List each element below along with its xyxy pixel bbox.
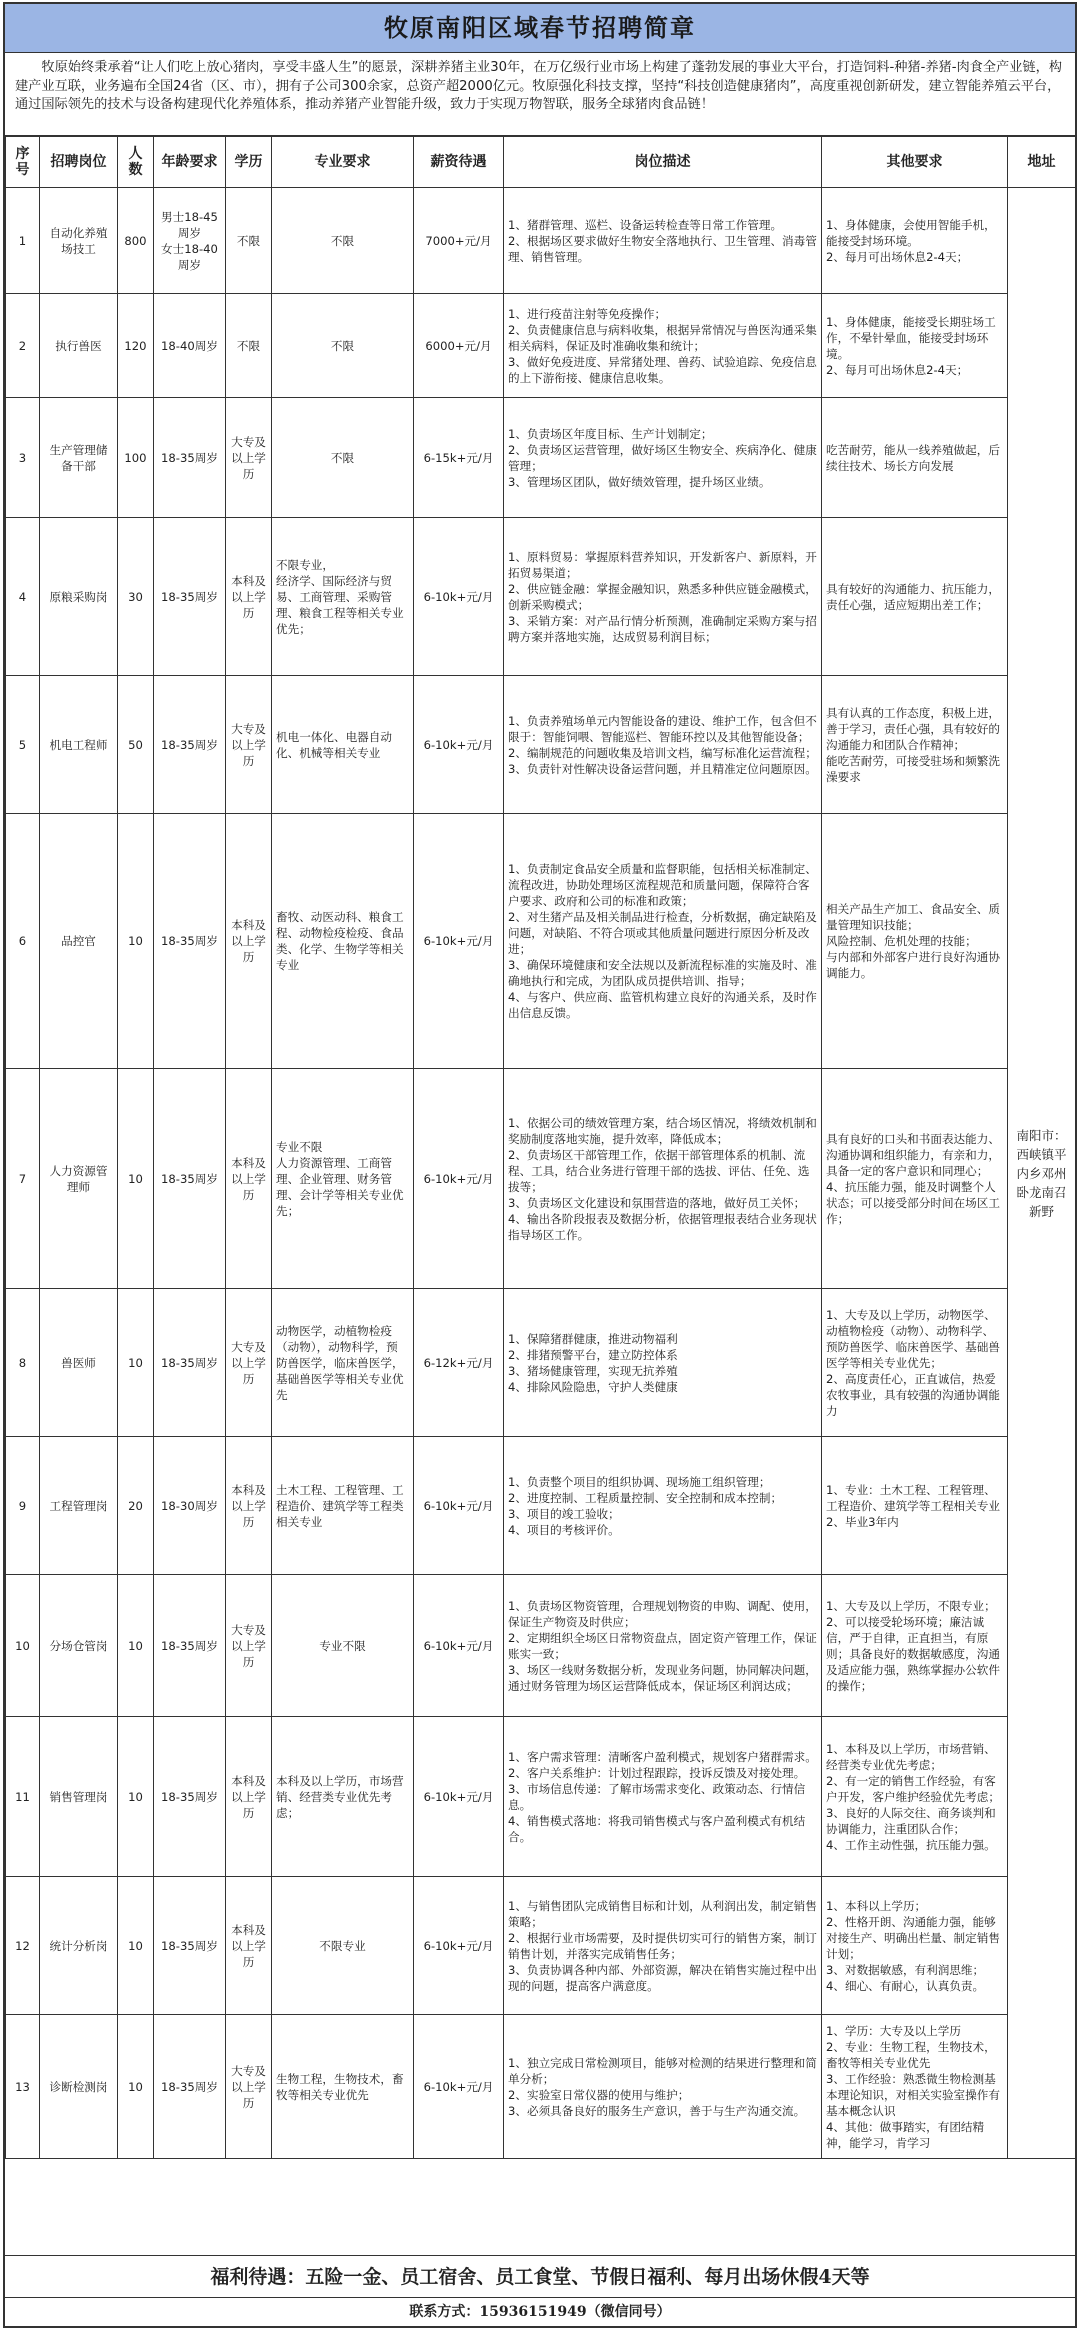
company-intro: 牧原始终秉承着“让人们吃上放心猪肉，享受丰盛人生”的愿景，深耕养猪主业30年，在万亿级行业市场上构建了蓬勃发展的事业大平台，打造饲料-种猪-养猪-肉食全产业链，构建产业互联，业务遍布全国24省（区、市），拥有子公司300余家，总资产超2000亿元。牧原强化科技支撑，坚持“科技创造健康猪肉”，高度重视创新研发，建立智能养殖云平台，通过国际领先的技术与设备构建现代化养殖体系，推动养猪产业智能升级，致力于实现万物智联，服务全球猪肉食品链！ [5, 53, 1075, 136]
row-age: 18-35周岁 [154, 676, 226, 814]
header-count: 人数 [118, 137, 154, 188]
row-major: 动物医学，动植物检疫（动物），动物科学，预防兽医学，临床兽医学，基础兽医学等相关专业优先 [272, 1289, 414, 1437]
row-other: 1、本科以上学历； 2、性格开朗、沟通能力强，能够对接生产、明确出栏量、制定销售计划； 3、对数据敏感，有利润思维； 4、细心、有耐心，认真负责。 [822, 1877, 1008, 2015]
row-post: 机电工程师 [40, 676, 118, 814]
header-edu: 学历 [226, 137, 272, 188]
row-desc: 1、负责养殖场单元内智能设备的建设、维护工作，包含但不限于：智能饲喂、智能巡栏、智能环控以及其他智能设备； 2、编制规范的问题收集及培训文档，编写标准化运营流程； 3、负责针对性解决设备运营问题，并且精准定位问题原因。 [504, 676, 822, 814]
row-edu: 本科及以上学历 [226, 1069, 272, 1289]
row-age: 18-35周岁 [154, 398, 226, 518]
header-age: 年龄要求 [154, 137, 226, 188]
row-post: 销售管理岗 [40, 1717, 118, 1877]
row-count: 50 [118, 676, 154, 814]
row-salary: 6-10k+元/月 [414, 1069, 504, 1289]
row-count: 800 [118, 188, 154, 294]
header-desc: 岗位描述 [504, 137, 822, 188]
row-age: 18-30周岁 [154, 1437, 226, 1575]
row-count: 10 [118, 2015, 154, 2159]
row-salary: 6-10k+元/月 [414, 2015, 504, 2159]
row-count: 10 [118, 814, 154, 1069]
table-row [6, 518, 1076, 676]
table-row [6, 1289, 1076, 1437]
row-salary: 6-10k+元/月 [414, 1717, 504, 1877]
row-salary: 6-10k+元/月 [414, 814, 504, 1069]
row-edu: 大专及以上学历 [226, 398, 272, 518]
row-edu: 本科及以上学历 [226, 518, 272, 676]
row-other: 1、大专及以上学历，不限专业； 2、可以接受轮场环境；廉洁诚信，严于自律，正直担当，有原则；具备良好的数据敏感度，沟通及适应能力强，熟练掌握办公软件的操作； [822, 1575, 1008, 1717]
row-age: 18-35周岁 [154, 518, 226, 676]
row-age: 18-35周岁 [154, 2015, 226, 2159]
row-no: 11 [6, 1717, 40, 1877]
row-post: 兽医师 [40, 1289, 118, 1437]
row-count: 30 [118, 518, 154, 676]
table-row [6, 294, 1076, 398]
table-row [6, 188, 1076, 294]
row-no: 3 [6, 398, 40, 518]
row-post: 工程管理岗 [40, 1437, 118, 1575]
row-desc: 1、负责整个项目的组织协调、现场施工组织管理； 2、进度控制、工程质量控制、安全控制和成本控制； 3、项目的竣工验收； 4、项目的考核评价。 [504, 1437, 822, 1575]
table-row [6, 1069, 1076, 1289]
row-age: 18-35周岁 [154, 1717, 226, 1877]
row-desc: 1、依据公司的绩效管理方案，结合场区情况，将绩效机制和奖励制度落地实施，提升效率，降低成本； 2、负责场区干部管理工作，依据干部管理体系的机制、流程、工具，结合业务进行管理干部的选拔、评估、任免、选拔等； 3、负责场区文化建设和氛围营造的落地，做好员工关怀； 4、输出各阶段报表及数据分析，依据管理报表结合业务现状指导场区工作。 [504, 1069, 822, 1289]
row-major: 不限专业 [272, 1877, 414, 2015]
row-count: 20 [118, 1437, 154, 1575]
row-desc: 1、猪群管理、巡栏、设备运转检查等日常工作管理。 2、根据场区要求做好生物安全落地执行、卫生管理、消毒管理、销售管理。 [504, 188, 822, 294]
page-title: 牧原南阳区域春节招聘简章 [5, 4, 1075, 53]
row-post: 品控官 [40, 814, 118, 1069]
row-major: 本科及以上学历，市场营销、经营类专业优先考虑； [272, 1717, 414, 1877]
row-post: 执行兽医 [40, 294, 118, 398]
table-header-row [6, 137, 1076, 188]
table-row [6, 1877, 1076, 2015]
row-count: 100 [118, 398, 154, 518]
row-salary: 6-10k+元/月 [414, 1877, 504, 2015]
row-count: 10 [118, 1289, 154, 1437]
row-desc: 1、负责场区年度目标、生产计划制定； 2、负责场区运营管理，做好场区生物安全、疾病净化、健康管理； 3、管理场区团队，做好绩效管理，提升场区业绩。 [504, 398, 822, 518]
row-post: 统计分析岗 [40, 1877, 118, 2015]
row-edu: 大专及以上学历 [226, 2015, 272, 2159]
row-desc: 1、负责场区物资管理，合理规划物资的申购、调配、使用，保证生产物资及时供应； 2、定期组织全场区日常物资盘点，固定资产管理工作，保证账实一致； 3、场区一线财务数据分析，发现业务问题，协同解决问题，通过财务管理为场区运营降低成本，保证场区利润达成； [504, 1575, 822, 1717]
row-major: 土木工程、工程管理、工程造价、建筑学等工程类相关专业 [272, 1437, 414, 1575]
row-post: 生产管理储备干部 [40, 398, 118, 518]
row-edu: 大专及以上学历 [226, 676, 272, 814]
row-age: 男士18-45周岁 女士18-40周岁 [154, 188, 226, 294]
row-post: 诊断检测岗 [40, 2015, 118, 2159]
row-age: 18-35周岁 [154, 1877, 226, 2015]
row-post: 分场仓管岗 [40, 1575, 118, 1717]
row-salary: 6-12k+元/月 [414, 1289, 504, 1437]
header-no: 序号 [6, 137, 40, 188]
row-no: 2 [6, 294, 40, 398]
poster [3, 2, 1077, 2328]
row-major: 不限专业， 经济学、国际经济与贸易、工商管理、采购管理、粮食工程等相关专业优先； [272, 518, 414, 676]
row-salary: 6000+元/月 [414, 294, 504, 398]
table-row [6, 1717, 1076, 1877]
row-major: 专业不限 人力资源管理、工商管理、企业管理、财务管理、会计学等相关专业优先； [272, 1069, 414, 1289]
row-major: 不限 [272, 294, 414, 398]
row-edu: 本科及以上学历 [226, 1717, 272, 1877]
table-row [6, 1575, 1076, 1717]
row-desc: 1、负责制定食品安全质量和监督职能，包括相关标准制定、流程改进，协助处理场区流程规范和质量问题，保障符合客户要求、政府和公司的标准和政策； 2、对生猪产品及相关制品进行检查，分析数据，确定缺陷及问题，对缺陷、不符合项或其他质量问题进行原因分析及改进； 3、确保环境健康和安全法规以及新流程标准的实施及时、准确地执行和完成，为团队成员提供培训、指导； 4、与客户、供应商、监管机构建立良好的沟通关系，及时作出信息反馈。 [504, 814, 822, 1069]
header-salary: 薪资待遇 [414, 137, 504, 188]
row-count: 10 [118, 1877, 154, 2015]
row-count: 10 [118, 1717, 154, 1877]
row-age: 18-40周岁 [154, 294, 226, 398]
row-no: 4 [6, 518, 40, 676]
header-post: 招聘岗位 [40, 137, 118, 188]
row-post: 人力资源管理师 [40, 1069, 118, 1289]
job-table-body [6, 188, 1076, 2159]
table-row [6, 676, 1076, 814]
row-edu: 本科及以上学历 [226, 1877, 272, 2015]
row-other: 1、身体健康，能接受长期驻场工作，不晕针晕血，能接受封场环境。 2、每月可出场休息2-4天； [822, 294, 1008, 398]
row-post: 原粮采购岗 [40, 518, 118, 676]
row-other: 1、身体健康，会使用智能手机，能接受封场环境。 2、每月可出场休息2-4天； [822, 188, 1008, 294]
row-no: 12 [6, 1877, 40, 2015]
row-no: 1 [6, 188, 40, 294]
header-address: 地址 [1008, 137, 1076, 188]
row-edu: 不限 [226, 188, 272, 294]
header-major: 专业要求 [272, 137, 414, 188]
row-desc: 1、保障猪群健康，推进动物福利 2、排猪预警平台，建立防控体系 3、猪场健康管理，实现无抗养殖 4、排除风险隐患，守护人类健康 [504, 1289, 822, 1437]
row-no: 13 [6, 2015, 40, 2159]
row-edu: 大专及以上学历 [226, 1289, 272, 1437]
row-salary: 6-10k+元/月 [414, 518, 504, 676]
row-edu: 大专及以上学历 [226, 1575, 272, 1717]
row-major: 不限 [272, 188, 414, 294]
job-table [5, 136, 1076, 2159]
row-salary: 6-15k+元/月 [414, 398, 504, 518]
row-other: 具有良好的口头和书面表达能力、沟通协调和组织能力，有亲和力，具备一定的客户意识和同理心； 4、抗压能力强，能及时调整个人状态；可以接受部分时间在场区工作； [822, 1069, 1008, 1289]
row-other: 1、专业：土木工程、工程管理、工程造价、建筑学等工程相关专业 2、毕业3年内 [822, 1437, 1008, 1575]
row-desc: 1、进行疫苗注射等免疫操作； 2、负责健康信息与病料收集，根据异常情况与兽医沟通采集相关病料，保证及时准确收集和统计； 3、做好免疫进度、异常猪处理、兽药、试验追踪、免疫信息的上下游衔接、健康信息收集。 [504, 294, 822, 398]
row-other: 1、本科及以上学历，市场营销、经营类专业优先考虑； 2、有一定的销售工作经验，有客户开发，客户维护经验优先考虑； 3、良好的人际交往、商务谈判和协调能力，注重团队合作； 4、工作主动性强，抗压能力强。 [822, 1717, 1008, 1877]
row-other: 具有较好的沟通能力、抗压能力，责任心强，适应短期出差工作； [822, 518, 1008, 676]
contact: 联系方式：15936151949（微信同号） [5, 2297, 1075, 2326]
row-major: 专业不限 [272, 1575, 414, 1717]
row-other: 吃苦耐劳，能从一线养殖做起，后续往技术、场长方向发展 [822, 398, 1008, 518]
row-count: 10 [118, 1575, 154, 1717]
work-address: 南阳市：西峡镇平内乡邓州卧龙南召新野 [1008, 188, 1076, 2159]
row-other: 1、学历：大专及以上学历 2、专业：生物工程，生物技术，畜牧等相关专业优先 3、工作经验：熟悉微生物检测基本理论知识，对相关实验室操作有基本概念认识 4、其他：做事踏实，有团结精神，能学习，肯学习 [822, 2015, 1008, 2159]
row-other: 具有认真的工作态度，积极上进，善于学习，责任心强，具有较好的沟通能力和团队合作精神； 能吃苦耐劳，可接受驻场和频繁洗澡要求 [822, 676, 1008, 814]
row-post: 自动化养殖场技工 [40, 188, 118, 294]
row-no: 7 [6, 1069, 40, 1289]
row-major: 机电一体化、电器自动化、机械等相关专业 [272, 676, 414, 814]
benefits: 福利待遇：五险一金、员工宿舍、员工食堂、节假日福利、每月出场休假4天等 [5, 2255, 1075, 2298]
row-salary: 6-10k+元/月 [414, 1575, 504, 1717]
table-row [6, 398, 1076, 518]
row-age: 18-35周岁 [154, 814, 226, 1069]
row-desc: 1、与销售团队完成销售目标和计划，从利润出发，制定销售策略； 2、根据行业市场需要，及时提供切实可行的销售方案，制订销售计划，并落实完成销售任务； 3、负责协调各种内部、外部资源，解决在销售实施过程中出现的问题，提高客户满意度。 [504, 1877, 822, 2015]
row-salary: 6-10k+元/月 [414, 676, 504, 814]
row-no: 9 [6, 1437, 40, 1575]
row-other: 相关产品生产加工、食品安全、质量管理知识技能； 风险控制、危机处理的技能； 与内部和外部客户进行良好沟通协调能力。 [822, 814, 1008, 1069]
row-desc: 1、客户需求管理：清晰客户盈利模式，规划客户猪群需求。 2、客户关系维护：计划过程跟踪，投诉反馈及对接处理。 3、市场信息传递：了解市场需求变化、政策动态、行情信息。 4、销售模式落地：将我司销售模式与客户盈利模式有机结合。 [504, 1717, 822, 1877]
row-edu: 本科及以上学历 [226, 1437, 272, 1575]
row-no: 5 [6, 676, 40, 814]
row-salary: 7000+元/月 [414, 188, 504, 294]
table-row [6, 2015, 1076, 2159]
row-no: 10 [6, 1575, 40, 1717]
row-count: 10 [118, 1069, 154, 1289]
row-desc: 1、原料贸易：掌握原料营养知识，开发新客户、新原料，开拓贸易渠道； 2、供应链金融：掌握金融知识，熟悉多种供应链金融模式，创新采购模式； 3、采销方案：对产品行情分析预测，准确制定采购方案与招聘方案并落地实施，达成贸易利润目标； [504, 518, 822, 676]
row-edu: 不限 [226, 294, 272, 398]
row-major: 畜牧、动医动科、粮食工程、动物检疫检疫、食品类、化学、生物学等相关专业 [272, 814, 414, 1069]
row-no: 6 [6, 814, 40, 1069]
row-salary: 6-10k+元/月 [414, 1437, 504, 1575]
table-row [6, 1437, 1076, 1575]
row-edu: 本科及以上学历 [226, 814, 272, 1069]
table-row [6, 814, 1076, 1069]
row-major: 生物工程，生物技术，畜牧等相关专业优先 [272, 2015, 414, 2159]
row-other: 1、大专及以上学历，动物医学、动植物检疫（动物）、动物科学、预防兽医学、临床兽医学、基础兽医学等相关专业优先； 2、高度责任心，正直诚信，热爱农牧事业，具有较强的沟通协调能力 [822, 1289, 1008, 1437]
row-desc: 1、独立完成日常检测项目，能够对检测的结果进行整理和简单分析； 2、实验室日常仪器的使用与维护； 3、必须具备良好的服务生产意识，善于与生产沟通交流。 [504, 2015, 822, 2159]
row-no: 8 [6, 1289, 40, 1437]
row-age: 18-35周岁 [154, 1069, 226, 1289]
row-count: 120 [118, 294, 154, 398]
header-other: 其他要求 [822, 137, 1008, 188]
row-age: 18-35周岁 [154, 1575, 226, 1717]
row-major: 不限 [272, 398, 414, 518]
row-age: 18-35周岁 [154, 1289, 226, 1437]
